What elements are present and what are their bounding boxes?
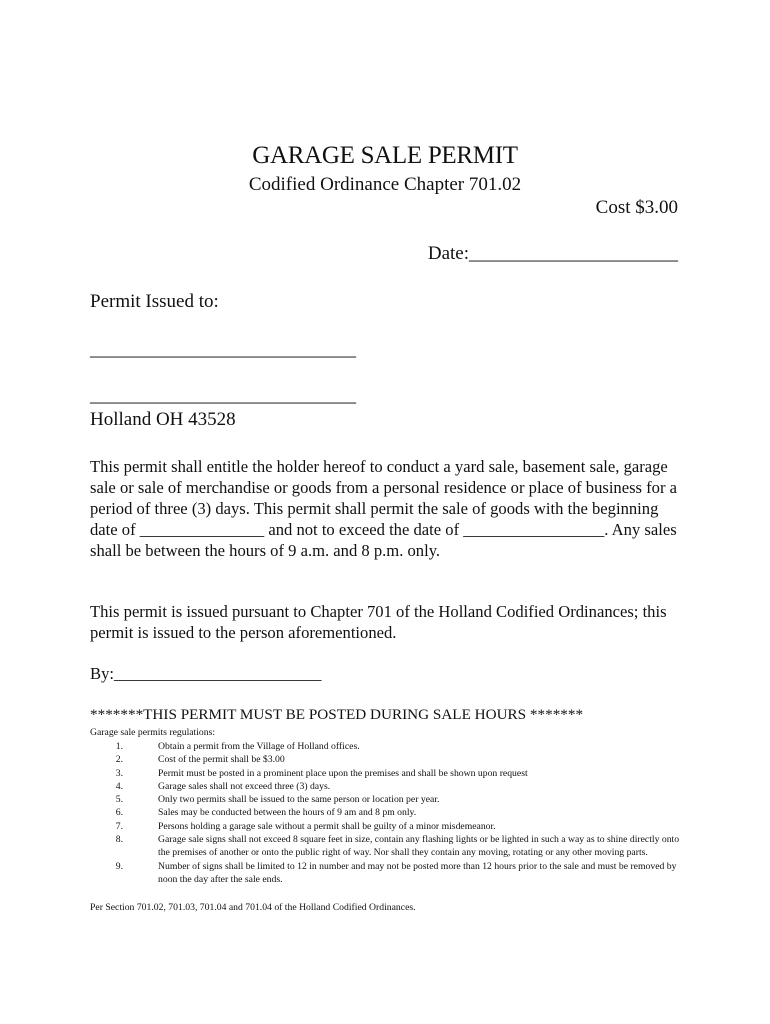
item-text: Number of signs shall be limited to 12 in number and may not be posted more than 12 hours prior to the sale and must be removed by noon the day after the sale ends. [158, 860, 677, 885]
authority-paragraph: This permit is issued pursuant to Chapter 701 of the Holland Codified Ordinances; this permit is issued to the person aforementioned. [90, 602, 667, 642]
item-text: Cost of the permit shall be $3.00 [158, 754, 285, 766]
item-text: Garage sale signs shall not exceed 8 square feet in size, contain any flashing lights or be lighted in such a way as to shine directly onto the premises of another or onto the public right of way. Nor shall they contain any moving, rotating or any other moving parts. [158, 834, 680, 859]
date-field: Date:______________________ [427, 243, 678, 264]
item-number: 6. [115, 807, 123, 819]
regulations-list [90, 740, 680, 886]
item-number: 1. [115, 741, 123, 752]
page-title: GARAGE SALE PERMIT [252, 142, 518, 169]
permit-terms-paragraph: This permit shall entitle the holder hereof to conduct a yard sale, basement sale, garage sale or sale of merchandise or goods from a personal residence or place of business for a period of three (3) days. This permit shall permit the sale of goods with the beginning date of _______________ and not to exceed the date of _________________. Any sales shall be between the hours of 9 a.m. and 8 p.m. only. [90, 457, 678, 560]
list-item [90, 740, 680, 753]
item-text: Persons holding a garage sale without a permit shall be guilty of a minor misdemeanor. [158, 820, 496, 832]
item-number: 2. [115, 754, 123, 766]
item-text: Permit must be posted in a prominent place upon the premises and shall be shown upon request [158, 767, 528, 779]
posting-notice: *******THIS PERMIT MUST BE POSTED DURING SALE HOURS ******* [90, 706, 584, 723]
item-text: Garage sales shall not exceed three (3) days. [158, 780, 331, 792]
item-text: Sales may be conducted between the hours of 9 am and 8 pm only. [158, 807, 417, 819]
item-number: 3. [115, 767, 123, 779]
item-text: Only two permits shall be issued to the same person or location per year. [158, 794, 440, 806]
signature-line: By:_________________________ [90, 664, 322, 683]
ordinance-subtitle: Codified Ordinance Chapter 701.02 [248, 174, 522, 195]
item-number: 4. [115, 780, 123, 792]
issued-to-label: Permit Issued to: [90, 291, 219, 312]
ordinance-reference: Per Section 701.02, 701.03, 701.04 and 701.04 of the Holland Codified Ordinances. [90, 902, 416, 913]
list-item [90, 833, 680, 860]
item-number: 8. [115, 834, 123, 846]
list-item [90, 820, 680, 833]
list-item [90, 780, 680, 793]
recipient-city: Holland OH 43528 [90, 409, 236, 430]
item-number: 9. [115, 860, 123, 872]
list-item [90, 860, 680, 887]
list-item [90, 806, 680, 819]
permit-cost: Cost $3.00 [595, 197, 678, 218]
list-item [90, 767, 680, 780]
list-item [90, 753, 680, 766]
item-number: 5. [115, 794, 123, 806]
regulations-title: Garage sale permits regulations: [90, 727, 216, 738]
item-number: 7. [115, 820, 123, 832]
list-item [90, 793, 680, 806]
recipient-address-line: ____________________________ [90, 385, 356, 406]
recipient-name-line: ____________________________ [90, 339, 356, 360]
item-text: Obtain a permit from the Village of Holland offices. [158, 741, 360, 752]
